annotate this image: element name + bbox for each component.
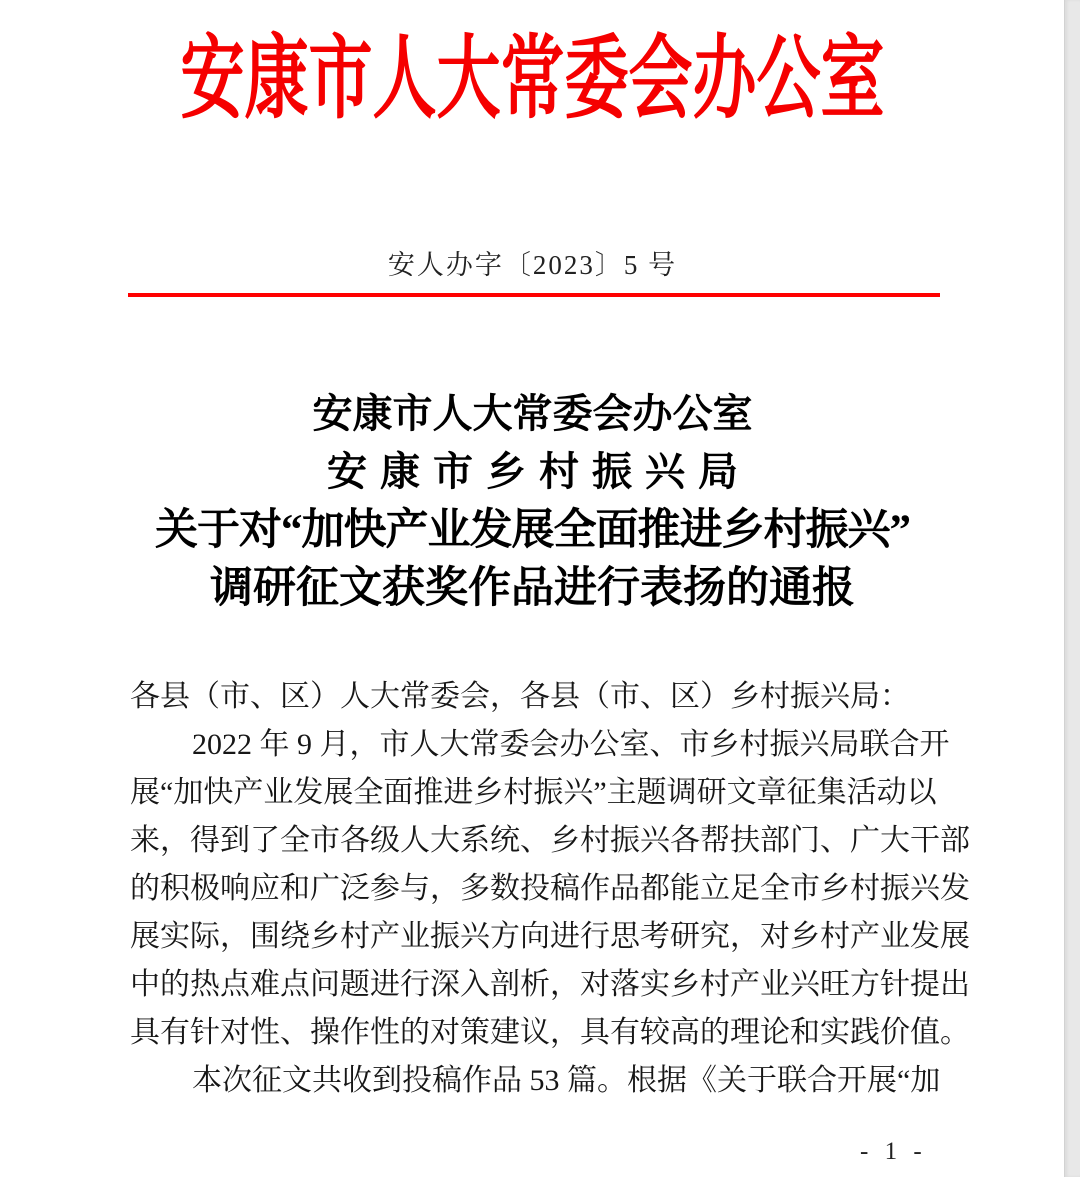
body-line: 具有针对性、操作性的对策建议，具有较高的理论和实践价值。	[130, 1016, 970, 1049]
title-line-issuer-2: 安康市乡村振兴局	[327, 449, 751, 494]
scrollbar-track[interactable]	[1064, 0, 1080, 1177]
body-line: 2022 年 9 月，市人大常委会办公室、市乡村振兴局联合开	[192, 728, 950, 761]
title-line-issuer-1: 安康市人大常委会办公室	[312, 391, 753, 436]
body-line: 来，得到了全市各级人大系统、乡村振兴各帮扶部门、广大干部	[130, 824, 970, 857]
document-body	[130, 673, 970, 1105]
title-line-subject-2: 调研征文获奖作品进行表扬的通报	[210, 565, 855, 612]
page-number: - 1 -	[860, 1138, 927, 1165]
body-line: 中的热点难点问题进行深入剖析，对落实乡村产业兴旺方针提出	[130, 968, 970, 1001]
body-line: 展“加快产业发展全面推进乡村振兴”主题调研文章征集活动以	[130, 776, 937, 809]
letterhead-title: 安康市人大常委会办公室	[180, 28, 885, 130]
document-number: 安人办字〔2023〕5 号	[387, 250, 678, 280]
salutation-line: 各县（市、区）人大常委会，各县（市、区）乡村振兴局：	[130, 680, 910, 713]
title-line-subject-1: 关于对“加快产业发展全面推进乡村振兴”	[155, 507, 910, 554]
body-line: 展实际，围绕乡村产业振兴方向进行思考研究，对乡村产业发展	[130, 920, 970, 953]
red-divider-rule	[128, 293, 940, 297]
body-line: 本次征文共收到投稿作品 53 篇。根据《关于联合开展“加	[192, 1064, 941, 1097]
body-line: 的积极响应和广泛参与，多数投稿作品都能立足全市乡村振兴发	[130, 872, 970, 905]
